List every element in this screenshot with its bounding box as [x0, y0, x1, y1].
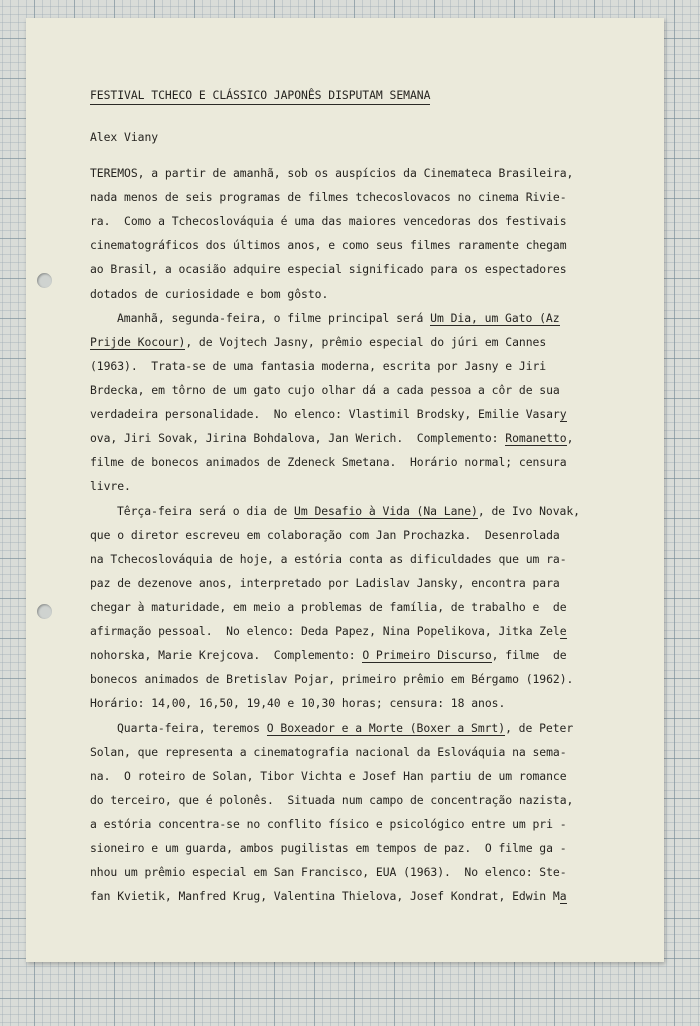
line-text: do terceiro, que é polonês. Situada num campo de concentração nazista, — [90, 792, 574, 807]
line-text: fan Kvietik, Manfred Krug, Valentina Thielova, Josef Kondrat, Edwin M — [90, 889, 560, 904]
text-line — [90, 402, 630, 426]
line-text: na. O roteiro de Solan, Tibor Vichta e Josef Han partiu de um romance — [90, 768, 567, 783]
text-line — [90, 426, 630, 450]
line-text: livre. — [90, 479, 131, 494]
underlined-title: Romanetto — [505, 431, 567, 446]
line-text: chegar à maturidade, em meio a problemas de família, de trabalho e de — [90, 599, 567, 614]
line-text: afirmação pessoal. No elenco: Deda Papez, Nina Popelikova, Jitka Zel — [90, 624, 560, 639]
line-text: , de Ivo Novak, — [477, 503, 580, 518]
line-text: que o diretor escreveu em colaboração com Jan Prochazka. Desenrolada — [90, 527, 560, 542]
line-text: dotados de curiosidade e bom gôsto. — [90, 286, 329, 301]
text-line — [90, 330, 630, 354]
text-line — [90, 257, 630, 281]
punch-hole — [37, 273, 52, 288]
text-line — [90, 209, 630, 233]
line-text: ao Brasil, a ocasião adquire especial significado para os espectadores — [90, 262, 567, 277]
text-line — [90, 571, 630, 595]
text-line — [90, 764, 630, 788]
paragraph — [90, 161, 630, 306]
underlined-title: a — [559, 889, 567, 904]
line-text: paz de dezenove anos, interpretado por Ladislav Jansky, encontra para — [90, 575, 560, 590]
line-text: filme de bonecos animados de Zdeneck Smetana. Horário normal; censura — [90, 455, 567, 470]
paragraph — [90, 499, 630, 716]
line-text: bonecos animados de Bretislav Pojar, primeiro prêmio em Bérgamo (1962). — [90, 672, 574, 687]
text-line — [90, 450, 630, 474]
line-text: Têrça-feira será o dia de — [117, 503, 295, 518]
paragraph — [90, 306, 630, 499]
paragraph — [90, 716, 630, 909]
underlined-title: Um Desafio à Vida (Na Lane) — [294, 503, 478, 518]
line-text: nhou um prêmio especial em San Francisco, EUA (1963). No elenco: Ste- — [90, 865, 567, 880]
underlined-title: y — [559, 407, 567, 422]
text-line — [90, 884, 630, 908]
text-line — [90, 740, 630, 764]
text-line — [90, 547, 630, 571]
line-text: nohorska, Marie Krejcova. Complemento: — [90, 648, 363, 663]
line-text: ra. Como a Tchecoslováquia é uma das maiores vencedoras dos festivais — [90, 214, 567, 229]
text-line — [90, 691, 630, 715]
line-text: , filme de — [491, 648, 567, 663]
text-line — [90, 716, 630, 740]
line-text: Horário: 14,00, 16,50, 19,40 e 10,30 horas; censura: 18 anos. — [90, 696, 506, 711]
text-line — [90, 185, 630, 209]
line-text: Brdecka, em tôrno de um gato cujo olhar dá a cada pessoa a côr de sua — [90, 382, 560, 397]
text-line — [90, 499, 630, 523]
text-line — [90, 354, 630, 378]
text-line — [90, 378, 630, 402]
line-text: , de Peter — [505, 720, 574, 735]
line-text: Quarta-feira, teremos — [117, 720, 267, 735]
line-text: sioneiro e um guarda, ambos pugilistas em tempos de paz. O filme ga - — [90, 841, 567, 856]
text-line — [90, 643, 630, 667]
text-line — [90, 595, 630, 619]
document-text — [90, 88, 630, 908]
text-line — [90, 812, 630, 836]
text-line — [90, 282, 630, 306]
underlined-title: O Primeiro Discurso — [362, 648, 492, 663]
text-line — [90, 161, 630, 185]
line-text: , — [566, 431, 574, 446]
line-text: na Tchecoslováquia de hoje, a estória conta as dificuldades que um ra- — [90, 551, 567, 566]
author-byline: Alex Viany — [90, 130, 159, 144]
line-text: ova, Jiri Sovak, Jirina Bohdalova, Jan Werich. Complemento: — [90, 431, 506, 446]
punch-hole — [37, 604, 52, 619]
document-title: FESTIVAL TCHECO E CLÁSSICO JAPONÊS DISPUTAM SEMANA — [90, 88, 430, 105]
line-text: (1963). Trata-se de uma fantasia moderna, escrita por Jasny e Jiri — [90, 358, 547, 373]
line-text: Solan, que representa a cinematografia nacional da Eslováquia na sema- — [90, 744, 567, 759]
text-line — [90, 233, 630, 257]
line-text: a estória concentra-se no conflito físico e psicológico entre um pri - — [90, 816, 567, 831]
underlined-title: Um Dia, um Gato (Az — [430, 310, 560, 325]
underlined-title: O Boxeador e a Morte (Boxer a Smrt) — [266, 720, 506, 735]
text-line — [90, 619, 630, 643]
line-text: Amanhã, segunda-feira, o filme principal será — [117, 310, 431, 325]
text-line — [90, 836, 630, 860]
line-text: TEREMOS, a partir de amanhã, sob os auspícios da Cinemateca Brasileira, — [90, 166, 574, 180]
text-line — [90, 860, 630, 884]
text-line — [90, 474, 630, 498]
underlined-title: e — [559, 624, 567, 639]
text-line — [90, 667, 630, 691]
line-text: cinematográficos dos últimos anos, e como seus filmes raramente chegam — [90, 238, 567, 253]
line-text: , de Vojtech Jasny, prêmio especial do júri em Cannes — [185, 334, 547, 349]
underlined-title: Prijde Kocour) — [90, 334, 186, 349]
line-text: nada menos de seis programas de filmes tchecoslovacos no cinema Rivie- — [90, 190, 567, 205]
text-line — [90, 306, 630, 330]
article-body — [90, 161, 630, 908]
text-line — [90, 523, 630, 547]
line-text: verdadeira personalidade. No elenco: Vlastimil Brodsky, Emilie Vasar — [90, 407, 560, 422]
text-line — [90, 788, 630, 812]
